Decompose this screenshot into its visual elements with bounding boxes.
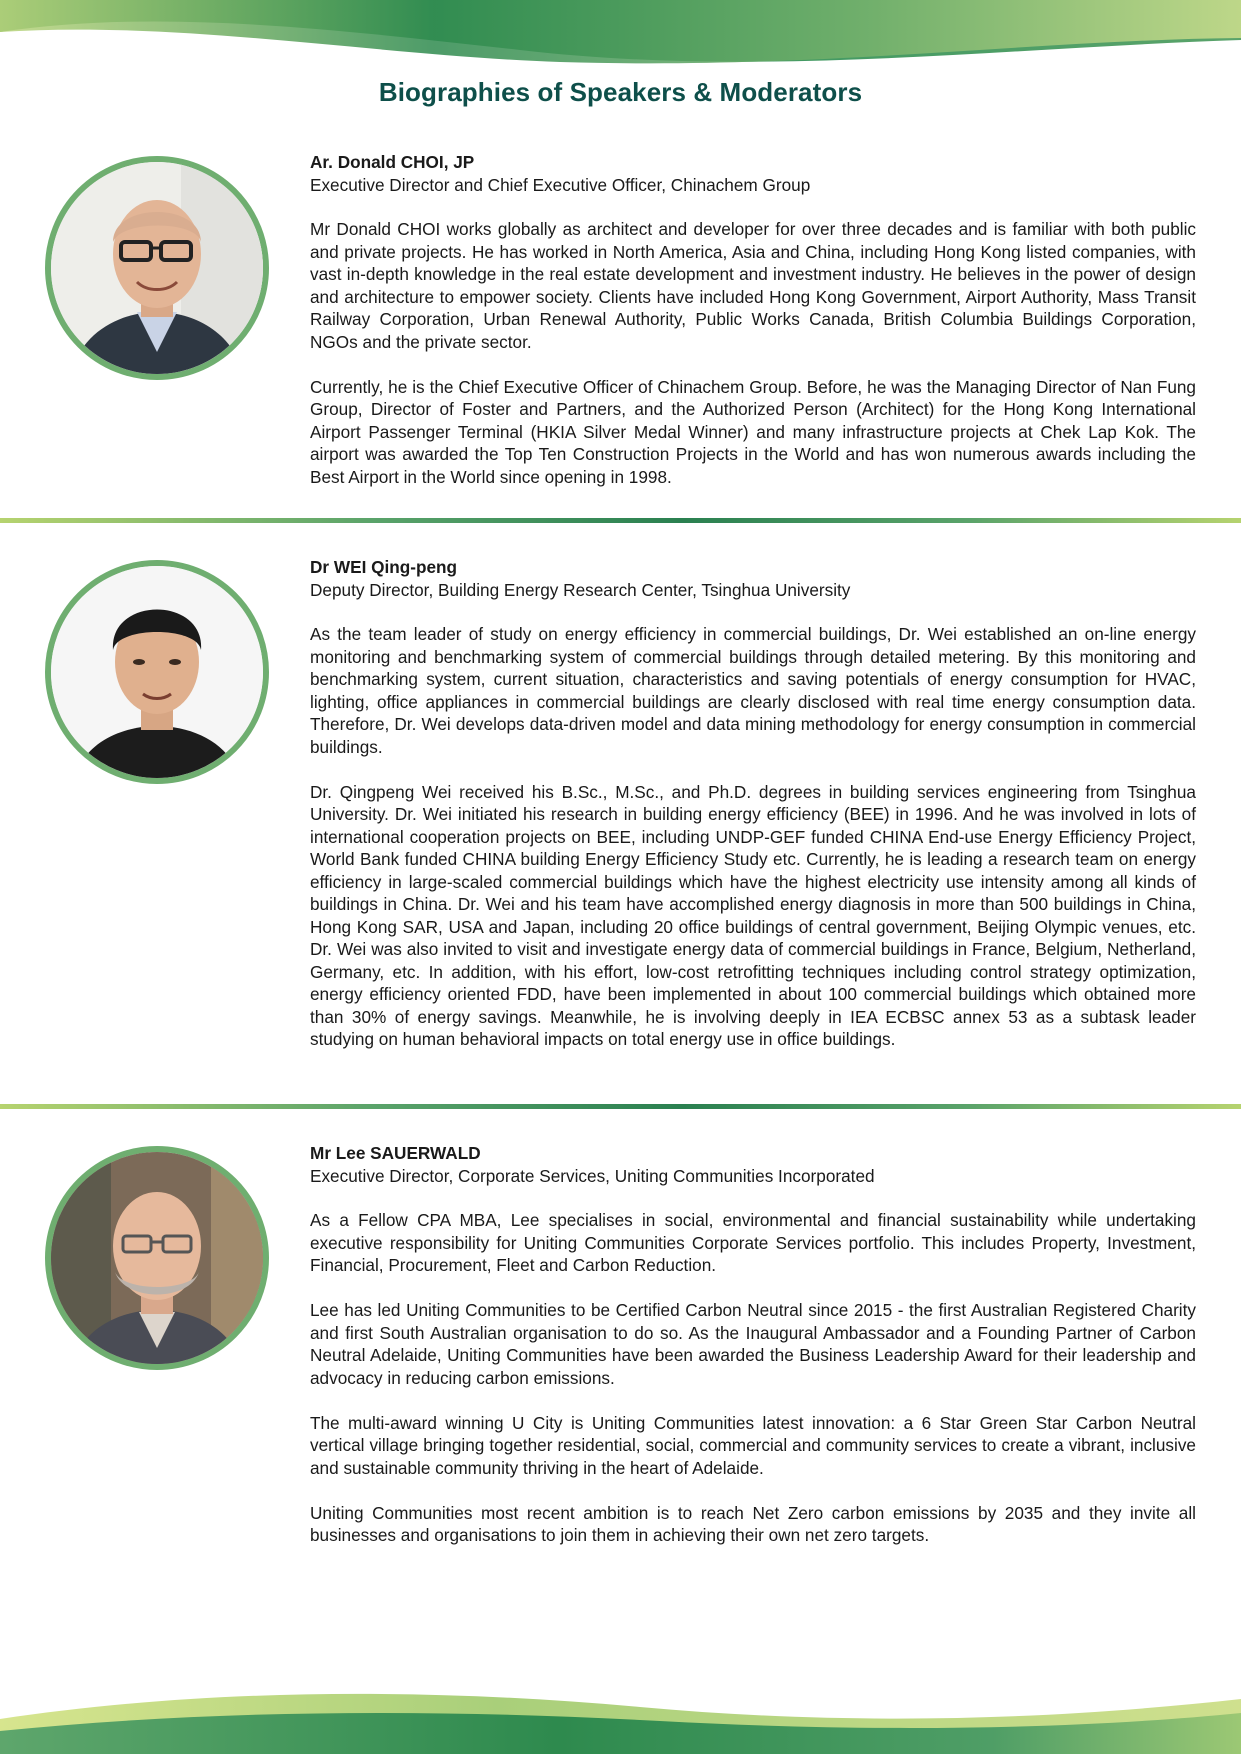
speaker-role: Deputy Director, Building Energy Research Center, Tsinghua University [310, 579, 851, 600]
section-divider [0, 1104, 1241, 1109]
bio-paragraph: Lee has led Uniting Communities to be Certified Carbon Neutral since 2015 - the first Australian Registered Charity and first South Australian organisation to do so. As the Inaugural Ambassador and a Founding Partner of Carbon Neutral Adelaide, Uniting Communities have been awarded the Business Leadership Award for their leadership and advocacy in reducing carbon emissions. [310, 1300, 1196, 1388]
speaker-photo [45, 1146, 269, 1370]
bio-paragraph: As the team leader of study on energy efficiency in commercial buildings, Dr. Wei established an on-line energy monitoring and benchmarking system of commercial buildings through detailed metering. By this monitoring and benchmarking system, current situation, characteristics and saving potentials of energy consumption for HVAC, lighting, office appliances in commercial buildings are clearly disclosed with real time energy consumption data. Therefore, Dr. Wei develops data-driven model and data mining methodology for energy consumption in commercial buildings. [310, 624, 1196, 757]
speaker-role: Executive Director, Corporate Services, Uniting Communities Incorporated [310, 1165, 875, 1186]
speaker-bio [310, 151, 1196, 511]
bio-paragraph: Dr. Qingpeng Wei received his B.Sc., M.Sc., and Ph.D. degrees in building services engineering from Tsinghua University. Dr. Wei initiated his research in building energy efficiency (BEE) in 1996. And he was involved in lots of international cooperation projects on BEE, including UNDP-GEF funded CHINA End-use Energy Efficiency Project, World Bank funded CHINA building Energy Efficiency Study etc. Currently, he is leading a research team on energy efficiency in large-scaled commercial buildings which have the highest electricity use intensity among all kinds of buildings in China. Dr. Wei and his team have accomplished energy diagnosis in more than 500 buildings in China, Hong Kong SAR, USA and Japan, including 20 office buildings of central government, Beijing Olympic venues, etc. Dr. Wei was also invited to visit and investigate energy data of commercial buildings in France, Belgium, Netherland, Germany, etc. In addition, with his effort, low-cost retrofitting techniques including control strategy optimization, energy efficiency oriented FDD, have been implemented in about 100 commercial buildings which obtained more than 30% of energy savings. Meanwhile, he is involving deeply in IEA ECBSC annex 53 as a subtask leader studying on human behavioral impacts on total energy use in office buildings. [310, 781, 1196, 1049]
bio-paragraph: The multi-award winning U City is Uniting Communities latest innovation: a 6 Star Green Star Carbon Neutral vertical village bringing together residential, social, commercial and community services to create a vibrant, inclusive and sustainable community thriving in the heart of Adelaide. [310, 1412, 1196, 1478]
bio-paragraph: Uniting Communities most recent ambition is to reach Net Zero carbon emissions by 2035 and they invite all businesses and organisations to join them in achieving their own net zero targets. [310, 1502, 1196, 1545]
bio-paragraph: As a Fellow CPA MBA, Lee specialises in social, environmental and financial sustainability while undertaking executive responsibility for Uniting Communities Corporate Services portfolio. This includes Property, Investment, Financial, Procurement, Fleet and Carbon Reduction. [310, 1210, 1196, 1275]
bio-paragraph: Mr Donald CHOI works globally as architect and developer for over three decades and is familiar with both public and private projects. He has worked in North America, Asia and China, including Hong Kong listed companies, with vast in-depth knowledge in the real estate development and investment industry. He believes in the power of design and architecture to empower society. Clients have included Hong Kong Government, Airport Authority, Mass Transit Railway Corporation, Urban Renewal Authority, Public Works Canada, British Columbia Buildings Corporation, NGOs and the private sector. [310, 219, 1196, 352]
portrait-placeholder-icon [51, 162, 263, 374]
speaker-photo [45, 156, 269, 380]
speaker-name: Mr Lee SAUERWALD [310, 1143, 481, 1163]
header-wave-decoration [0, 0, 1241, 70]
speaker-photo [45, 560, 269, 784]
portrait-placeholder-icon [51, 1152, 263, 1364]
speaker-role: Executive Director and Chief Executive Officer, Chinachem Group [310, 174, 811, 195]
page-title: Biographies of Speakers & Moderators [378, 77, 863, 107]
portrait-placeholder-icon [51, 566, 263, 778]
speaker-bio [310, 556, 1196, 1073]
speaker-name: Dr WEI Qing-peng [310, 557, 458, 577]
bio-paragraph: Currently, he is the Chief Executive Officer of Chinachem Group. Before, he was the Managing Director of Nan Fung Group, Director of Foster and Partners, and the Authorized Person (Architect) for the Hong Kong International Airport Passenger Terminal (HKIA Silver Medal Winner) and many infrastructure projects at Chek Lap Kok. The airport was awarded the Top Ten Construction Projects in the World and has won numerous awards including the Best Airport in the World since opening in 1998. [310, 376, 1196, 487]
footer-wave-decoration [0, 1679, 1241, 1754]
speaker-bio [310, 1142, 1196, 1569]
section-divider [0, 518, 1241, 523]
speaker-name: Ar. Donald CHOI, JP [310, 152, 475, 172]
